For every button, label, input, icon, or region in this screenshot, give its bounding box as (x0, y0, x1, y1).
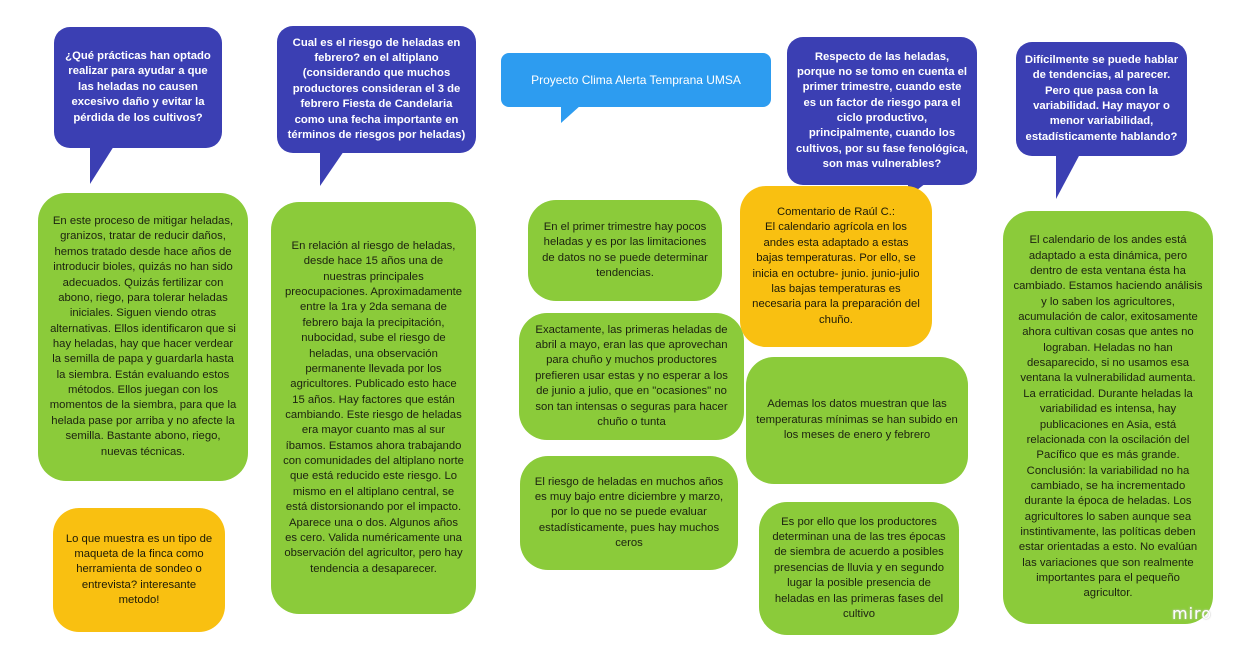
title-bubble-tail (561, 105, 581, 123)
answer-note-minimum-temperatures[interactable]: Ademas los datos muestran que las temperaturas mínimas se han subido en los meses de enero y febrero (746, 357, 968, 484)
comment-note-raul[interactable]: Comentario de Raúl C.: El calendario agrícola en los andes esta adaptado a estas bajas temperaturas. Por ello, se inicia en octubre- junio. junio-julio las bajas temperaturas es necesaria para la preparación del chuño. (740, 186, 932, 347)
question-bubble-tail (1056, 154, 1080, 199)
question-bubble-tail (90, 146, 114, 184)
question-bubble-february-risk[interactable]: Cual es el riesgo de heladas en febrero? en el altiplano (considerando que muchos productores consideran el 3 de febrero Fiesta de Candelaria como una fecha importante en términos de riesgos por heladas) (277, 26, 476, 153)
question-bubble-first-trimester[interactable]: Respecto de las heladas, porque no se tomo en cuenta el primer trimestre, cuando este es un factor de riesgo para el ciclo productivo, principalmente, cuando los cultivos, por su fase fenológica, son mas vulnerables? (787, 37, 977, 185)
answer-note-first-trimester[interactable]: En el primer trimestre hay pocos heladas y es por las limitaciones de datos no se puede determinar tendencias. (528, 200, 722, 301)
question-bubble-tail (320, 151, 344, 186)
answer-note-mitigation-practices[interactable]: En este proceso de mitigar heladas, granizos, tratar de reducir daños, hemos tratado desde hace años de introducir bioles, quizás no han sido adecuados. Quizás fertilizar con abono, riego, para tolerar heladas iniciales. Siguen viendo otras alternativas. Ellos identificaron que si hay heladas, hay que hacer verdear la semilla de papa y guardarla hasta la siembra. Están evaluando estos métodos. Ellos juegan con los momentos de la siembra, para que la helada pase por arriba y no afecte la semilla. Bastante abono, riego, nuevas técnicas. (38, 193, 248, 481)
answer-note-chuno-frosts[interactable]: Exactamente, las primeras heladas de abril a mayo, eran las que aprovechan para chuño y muchos productores prefieren usar estas y no esperar a los de junio a julio, que en "ocasiones" no son tan intensas o seguras para hacer chuño o tunta (519, 313, 744, 440)
project-title-bubble[interactable]: Proyecto Clima Alerta Temprana UMSA (501, 53, 771, 107)
answer-note-andean-calendar[interactable]: El calendario de los andes está adaptado a esta dinámica, pero dentro de esta ventana ésta ha cambiado. Estamos haciendo análisis y lo saben los agricultores, acumulación de calor, exitosamente ahora cultivan cosas que antes no lograban. Heladas no han desaparecido, si no usamos esa ventana la vulnerabilidad aumenta. La erraticidad. Durante heladas la variabilidad es intensa, hay publicaciones en Asia, está relacionada con la oscilación del Pacífico que es más grande. Conclusión: la variabilidad no ha cambiado, se ha incrementado durante la época de heladas. Los agricultores lo saben aunque sea instintivamente, las políticas deben estar orientadas a esto. No evalúan las variaciones que son realmente importantes para el pequeño agricultor. (1003, 211, 1213, 624)
answer-note-february-risk[interactable]: En relación al riesgo de heladas, desde hace 15 años una de nuestras principales preocupaciones. Aproximadamente entre la 1ra y 2da semana de febrero baja la precipitación, nubocidad, sube el riesgo de heladas, una observación permanente llevada por los agricultores. Publicado esto hace 15 años. Hay factores que están cambiando. Este riesgo de heladas era mayor cuanto mas al sur íbamos. Estamos ahora trabajando con comunidades del altiplano norte que está reducido este riesgo. Lo mismo en el altiplano central, se está distorsionando por el impacto. Aparece una o dos. Algunos años es cero. Valida numéricamente una observación del agricultor, pero hay tendencia a desaparecer. (271, 202, 476, 614)
question-bubble-practices[interactable]: ¿Qué prácticas han optado realizar para ayudar a que las heladas no causen excesivo daño y evitar la pérdida de los cultivos? (54, 27, 222, 148)
miro-watermark: miro (1172, 604, 1213, 623)
comment-note-farm-model[interactable]: Lo que muestra es un tipo de maqueta de la finca como herramienta de sondeo o entrevista? interesante metodo! (53, 508, 225, 632)
question-bubble-variability[interactable]: Difícilmente se puede hablar de tendencias, al parecer. Pero que pasa con la variabilidad. Hay mayor o menor variabilidad, estadísticamente hablando? (1016, 42, 1187, 156)
answer-note-sowing-seasons[interactable]: Es por ello que los productores determinan una de las tres épocas de siembra de acuerdo a posibles presencias de lluvia y en segundo lugar la posible presencia de heladas en las primeras fases del cultivo (759, 502, 959, 635)
answer-note-statistical-limits[interactable]: El riesgo de heladas en muchos años es muy bajo entre diciembre y marzo, por lo que no se puede evaluar estadísticamente, pues hay muchos ceros (520, 456, 738, 570)
